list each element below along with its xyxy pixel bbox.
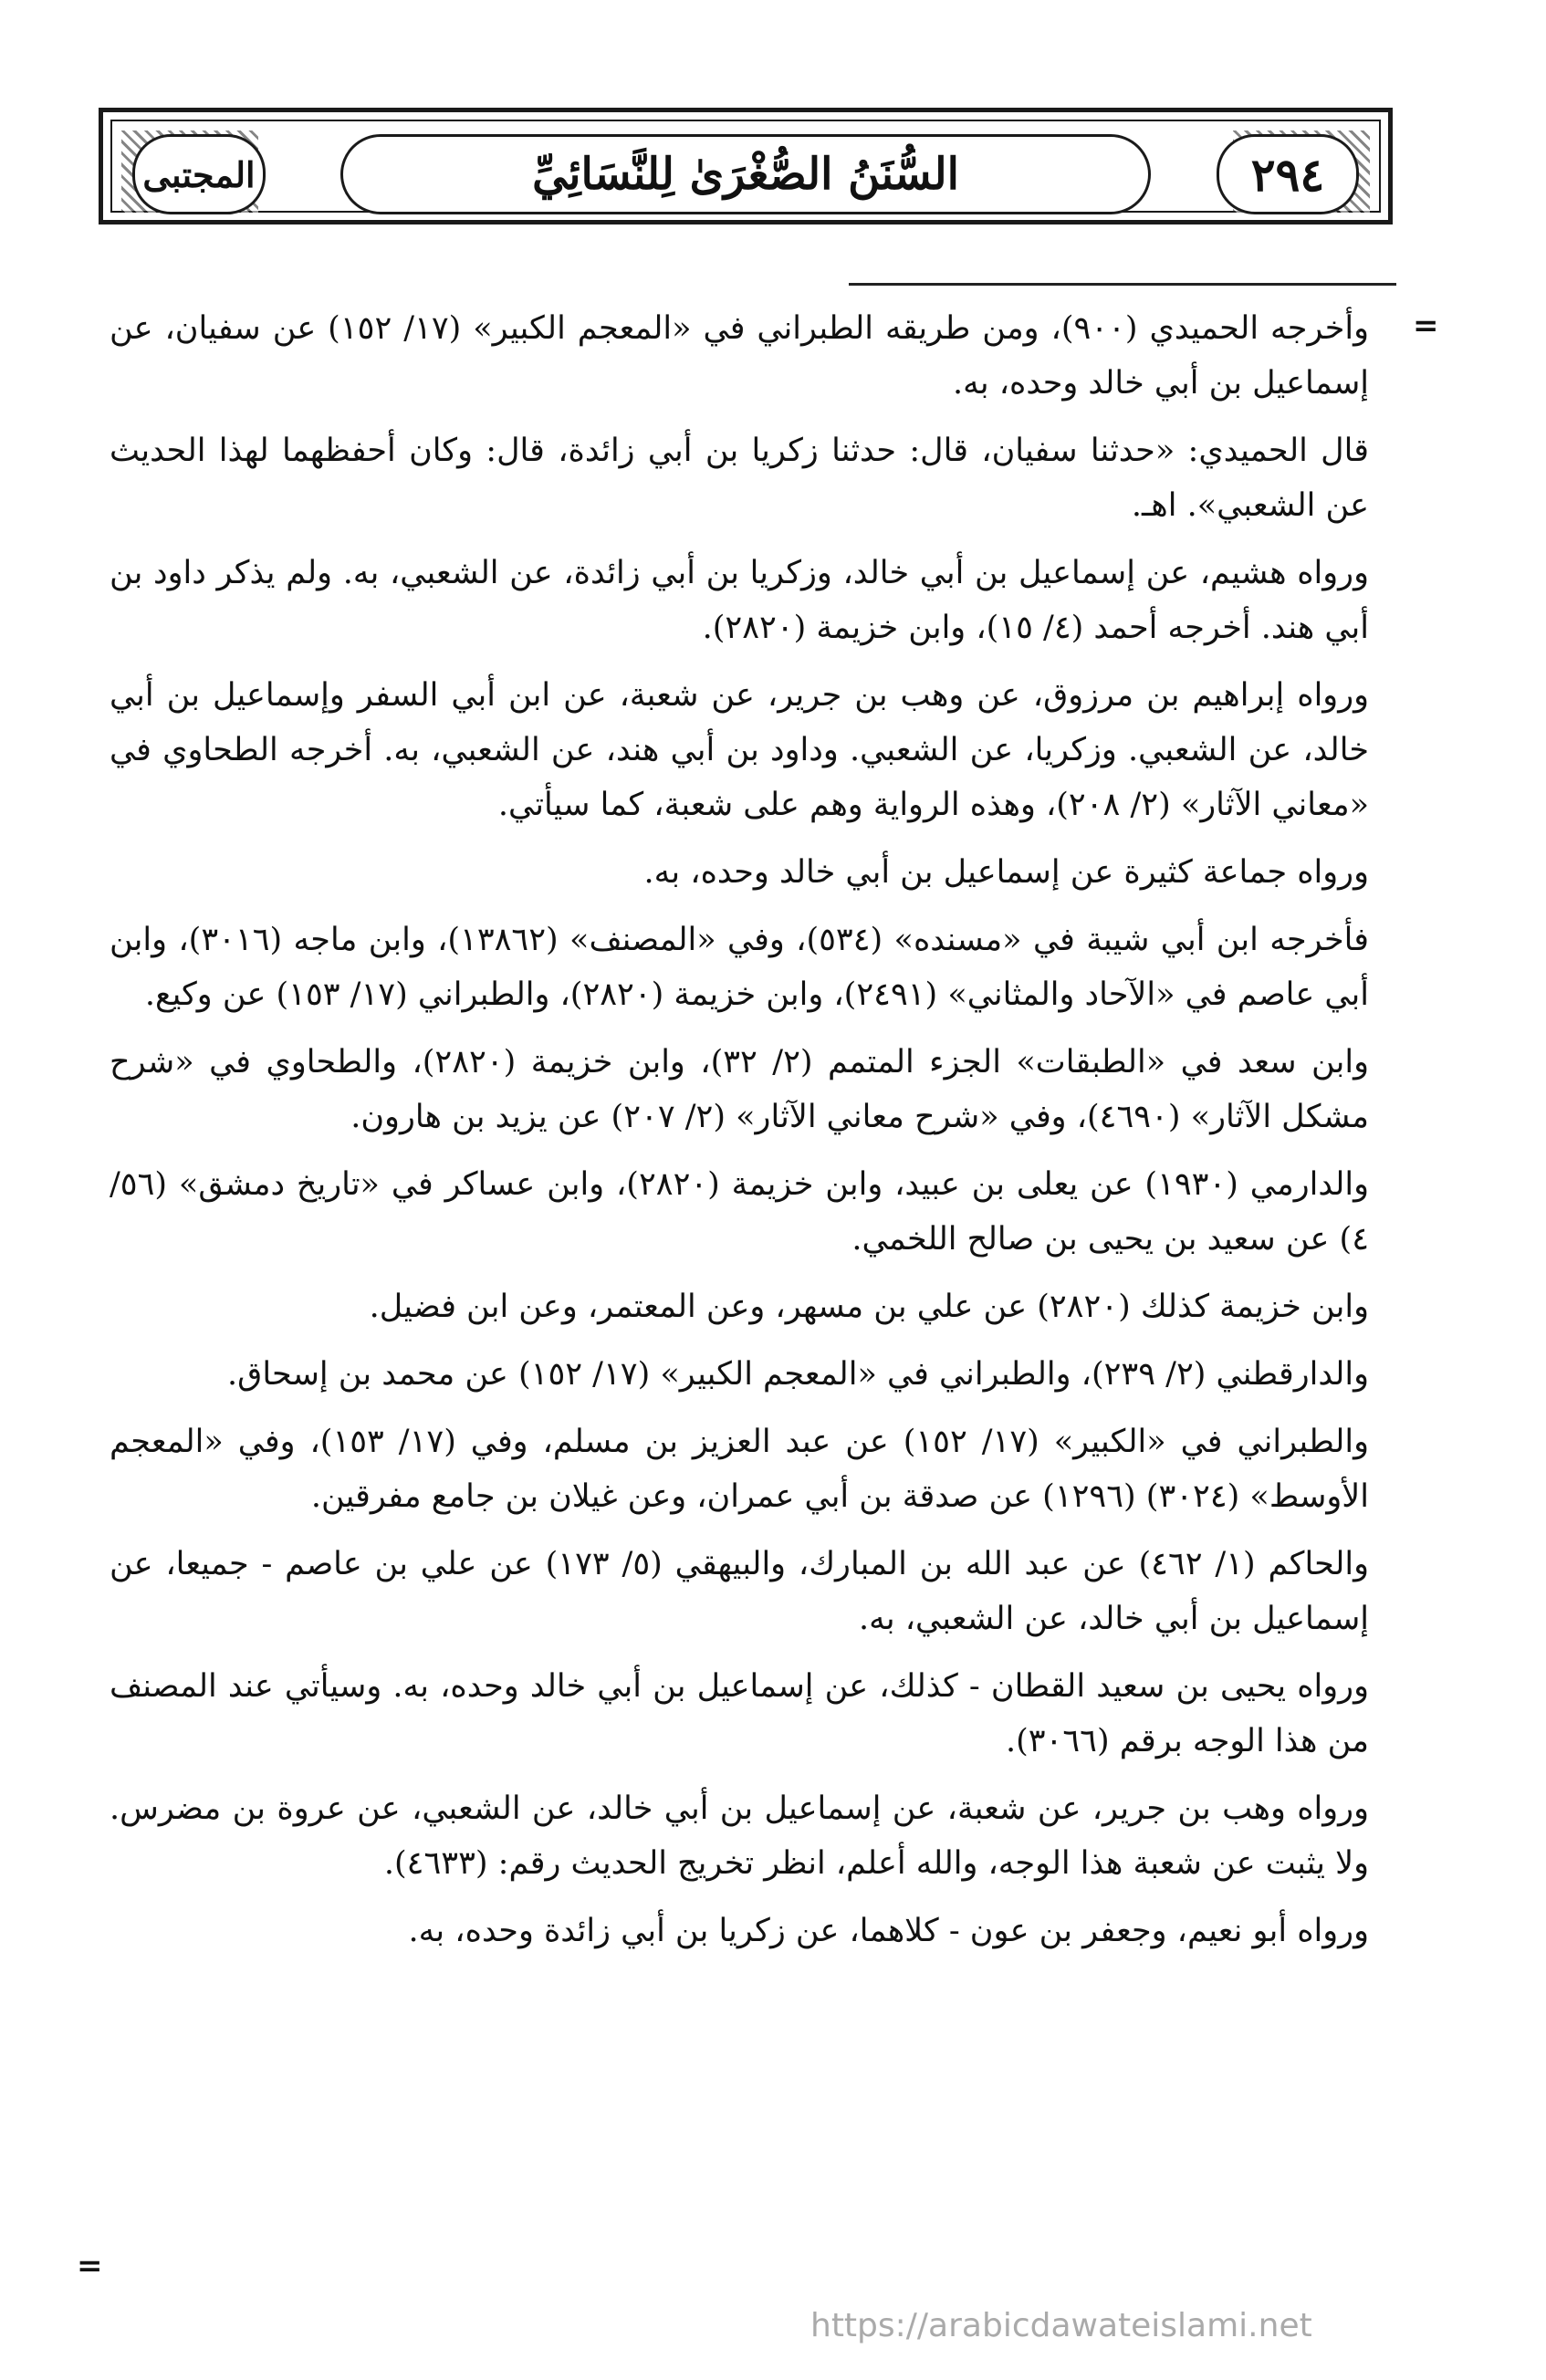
page-header <box>99 108 1393 224</box>
paragraph: ورواه إبراهيم بن مرزوق، عن وهب بن جرير، عن شعبة، عن ابن أبي السفر وإسماعيل بن أبي خالد، عن الشعبي. وزكريا، عن الشعبي. وداود بن أبي هند، عن الشعبي، به. أخرجه الطحاوي في «معاني الآثار» (٢/ ٢٠٨)، وهذه الرواية وهم على شعبة، كما سيأتي. <box>110 677 1369 823</box>
badge-cartouche <box>132 134 266 214</box>
book-title: السُّنَنُ الصُّغْرَىٰ لِلنَّسَائِيِّ <box>532 149 959 200</box>
paragraph: قال الحميدي: «حدثنا سفيان، قال: حدثنا زكريا بن أبي زائدة، قال: وكان أحفظهما لهذا الحديث عن الشعبي». اهـ. <box>110 433 1369 524</box>
paragraph: ورواه يحيى بن سعيد القطان - كذلك، عن إسماعيل بن أبي خالد وحده، به. وسيأتي عند المصنف من هذا الوجه برقم (٣٠٦٦). <box>110 1668 1369 1759</box>
paragraph: والطبراني في «الكبير» (١٧/ ١٥٢) عن عبد العزيز بن مسلم، وفي (١٧/ ١٥٣)، وفي «المعجم الأوسط» (٣٠٢٤) (١٢٩٦) عن صدقة بن أبي عمران، وعن غيلان بن جامع مفرقين. <box>110 1424 1369 1515</box>
paragraph: والحاكم (١/ ٤٦٢) عن عبد الله بن المبارك، والبيهقي (٥/ ١٧٣) عن علي بن عاصم - جميعا، عن إسماعيل بن أبي خالد، عن الشعبي، به. <box>110 1546 1369 1637</box>
paragraph: وابن خزيمة كذلك (٢٨٢٠) عن علي بن مسهر، وعن المعتمر، وعن ابن فضيل. <box>369 1289 1369 1325</box>
watermark-url: https://arabicdawateislami.net <box>810 2307 1312 2344</box>
continuation-mark-top: = <box>1413 308 1439 344</box>
paragraph: والدارقطني (٢/ ٢٣٩)، والطبراني في «المعجم الكبير» (١٧/ ١٥٢) عن محمد بن إسحاق. <box>227 1356 1369 1393</box>
book-badge: المجتبى <box>142 153 256 195</box>
footnote-text <box>110 301 1369 1971</box>
paragraph: والدارمي (١٩٣٠) عن يعلى بن عبيد، وابن خزيمة (٢٨٢٠)، وابن عساكر في «تاريخ دمشق» (٥٦/ ٤) عن سعيد بن يحيى بن صالح اللخمي. <box>110 1166 1369 1258</box>
paragraph: وأخرجه الحميدي (٩٠٠)، ومن طريقه الطبراني في «المعجم الكبير» (١٧/ ١٥٢) عن سفيان، عن إسماعيل بن أبي خالد وحده، به. <box>110 310 1369 402</box>
paragraph: وابن سعد في «الطبقات» الجزء المتمم (٢/ ٣٢)، وابن خزيمة (٢٨٢٠)، والطحاوي في «شرح مشكل الآثار» (٤٦٩٠)، وفي «شرح معاني الآثار» (٢/ ٢٠٧) عن يزيد بن هارون. <box>110 1044 1369 1135</box>
page-number-cartouche <box>1217 134 1359 214</box>
paragraph: ورواه هشيم، عن إسماعيل بن أبي خالد، وزكريا بن أبي زائدة، عن الشعبي، به. ولم يذكر داود بن أبي هند. أخرجه أحمد (٤/ ١٥)، وابن خزيمة (٢٨٢٠). <box>110 555 1369 646</box>
header-frame <box>110 120 1381 213</box>
footnote-separator <box>849 283 1396 286</box>
continuation-mark-bottom: = <box>77 2248 103 2284</box>
page-number: ٢٩٤ <box>1250 147 1325 202</box>
paragraph: فأخرجه ابن أبي شيبة في «مسنده» (٥٣٤)، وفي «المصنف» (١٣٨٦٢)، وابن ماجه (٣٠١٦)، وابن أبي عاصم في «الآحاد والمثاني» (٢٤٩١)، وابن خزيمة (٢٨٢٠)، والطبراني (١٧/ ١٥٣) عن وكيع. <box>110 922 1369 1013</box>
paragraph: ورواه وهب بن جرير، عن شعبة، عن إسماعيل بن أبي خالد، عن الشعبي، عن عروة بن مضرس. ولا يثبت عن شعبة هذا الوجه، والله أعلم، انظر تخريج الحديث رقم: (٤٦٣٣). <box>110 1790 1369 1882</box>
paragraph: ورواه أبو نعيم، وجعفر بن عون - كلاهما، عن زكريا بن أبي زائدة وحده، به. <box>408 1913 1369 1949</box>
title-cartouche <box>340 134 1151 214</box>
paragraph: ورواه جماعة كثيرة عن إسماعيل بن أبي خالد وحده، به. <box>643 854 1369 891</box>
